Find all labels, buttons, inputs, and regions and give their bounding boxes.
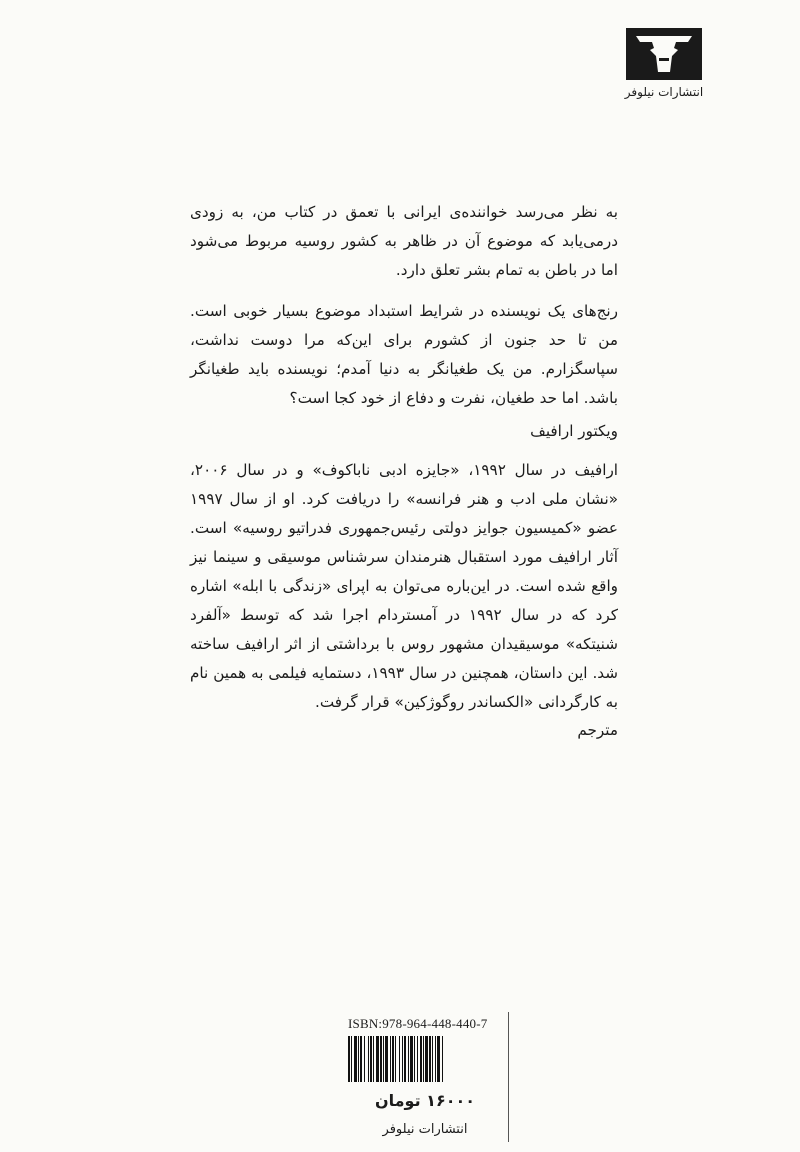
publisher-name-bottom: انتشارات نیلوفر xyxy=(382,1122,468,1137)
price-label: ۱۶۰۰۰ تومان xyxy=(374,1091,475,1110)
publisher-logo-icon xyxy=(626,28,702,80)
translator-label: مترجم xyxy=(577,721,618,739)
quote-paragraph xyxy=(190,297,618,413)
paragraph-text: ارافیف در سال ۱۹۹۲، «جایزه ادبی ناباکوف» و در سال ۲۰۰۶، «نشان ملی ادب و هنر فرانسه» را دریافت کرد. او از سال ۱۹۹۷ عضو «کمیسیون جوایز دولتی رئیس‌جمهوری فدراتیو روسیه» است. آثار ارافیف مورد استقبال هنرمندان سرشناس موسیقی و سینما نیز واقع شده است. در این‌باره می‌توان به اپرای «زندگی با ابله» اشاره کرد که در سال ۱۹۹۲ در آمستردام اجرا شد که توسط «آلفرد شنیتکه» موسیقیدان مشهور روس با برداشتی از اثر ارافیف ساخته شد. این داستان، همچنین در سال ۱۹۹۳، دستمایه فیلمی به همین نام به کارگردانی «الکساندر روگوژکین» قرار گرفت. xyxy=(190,461,618,711)
paragraph-text: رنج‌های یک نویسنده در شرایط استبداد موضوع بسیار خوبی است. من تا حد جنون از کشورم برای این‌که مرا دوست نداشت، سپاسگزارم. من یک طغیانگر به دنیا آمدم؛ نویسنده باید طغیانگر باشد. اما حد طغیان، نفرت و دفاع از خود کجا است؟ xyxy=(190,302,618,407)
author-name: ویکتور ارافیف xyxy=(530,422,618,440)
publisher-name-top: انتشارات نیلوفر xyxy=(624,85,704,99)
isbn-price-block xyxy=(342,1012,509,1142)
barcode-icon xyxy=(348,1036,498,1082)
biography-paragraph xyxy=(190,456,618,717)
intro-paragraph xyxy=(190,198,618,285)
author-signature xyxy=(190,417,618,446)
isbn-text: ISBN:978-964-448-440-7 xyxy=(348,1016,488,1031)
translator-signature xyxy=(190,716,618,745)
paragraph-text: به نظر می‌رسد خواننده‌ی ایرانی با تعمق در کتاب من، به زودی درمی‌یابد که موضوع آن در ظاهر به کشور روسیه مربوط می‌شود اما در باطن به تمام بشر تعلق دارد. xyxy=(190,203,618,279)
